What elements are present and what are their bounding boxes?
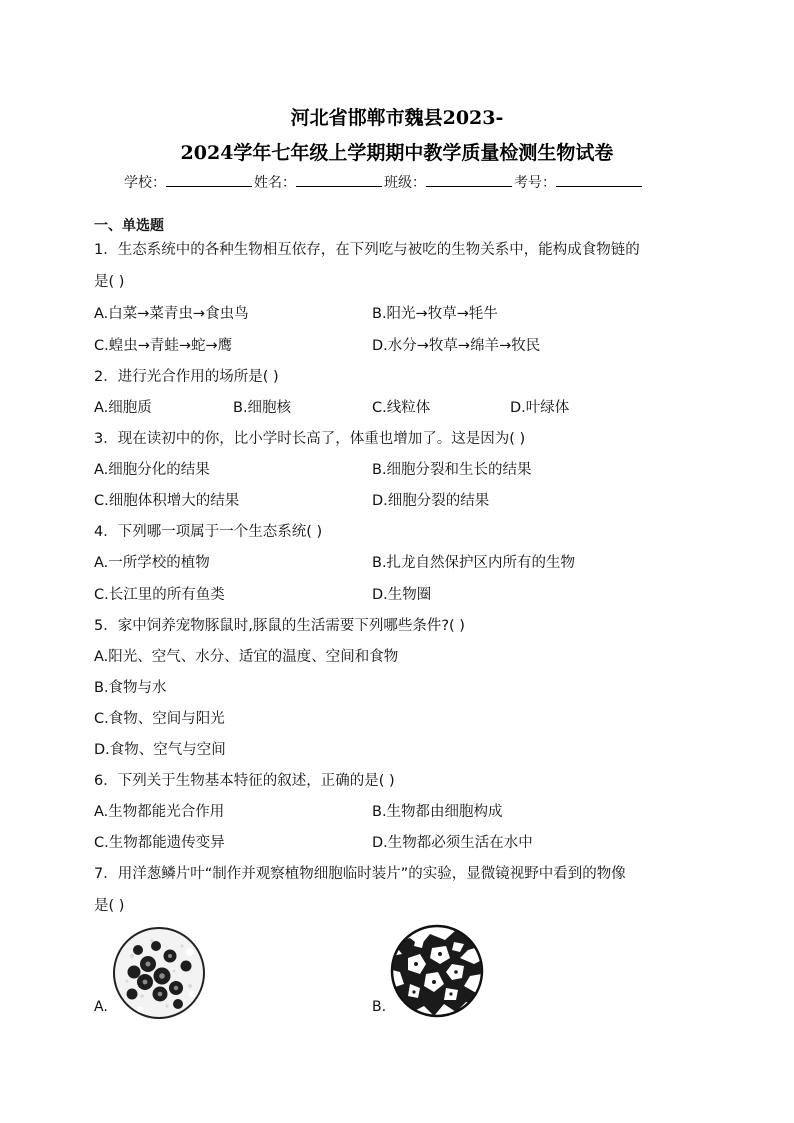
section-title: 一、单选题 (94, 218, 164, 234)
name-label: 姓名： (254, 175, 296, 191)
exam-title-line2: 2024学年七年级上学期期中教学质量检测生物试卷 (180, 142, 614, 164)
question-4-option-d: D.生物圈 (372, 587, 432, 603)
school-label: 学校： (124, 175, 166, 191)
exam-number-label: 考号： (514, 175, 556, 191)
question-2-option-d: D.叶绿体 (510, 400, 570, 416)
question-1-stem: 1．生态系统中的各种生物相互依存，在下列吃与被吃的生物关系中，能构成食物链的 (94, 242, 640, 258)
question-7-option-b: B. (372, 999, 387, 1015)
question-3-option-c: C.细胞体积增大的结果 (94, 493, 240, 509)
question-5-option-d: D.食物、空气与空间 (94, 742, 226, 758)
question-2-option-a: A.细胞质 (94, 400, 152, 416)
exam-number-blank (556, 174, 642, 187)
question-6-option-d: D.生物都必须生活在水中 (372, 835, 533, 851)
question-4-option-a: A.一所学校的植物 (94, 555, 210, 571)
question-5-option-a: A.阳光、空气、水分、适宜的温度、空间和食物 (94, 649, 399, 665)
question-6-option-a: A.生物都能光合作用 (94, 804, 225, 820)
class-blank (426, 174, 512, 187)
question-2-stem: 2．进行光合作用的场所是( ) (94, 369, 279, 385)
question-6-option-b: B.生物都由细胞构成 (372, 804, 503, 820)
question-3-stem: 3．现在读初中的你，比小学时长高了，体重也增加了。这是因为( ) (94, 431, 526, 447)
question-6-option-c: C.生物都能遗传变异 (94, 835, 225, 851)
question-1-stem-cont: 是( ) (94, 274, 125, 290)
exam-title-line1: 河北省邯郸市魏县2023- (290, 107, 504, 129)
question-2-option-c: C.线粒体 (372, 400, 431, 416)
question-5-option-b: B.食物与水 (94, 680, 167, 696)
question-3-option-d: D.细胞分裂的结果 (372, 493, 490, 509)
name-blank (296, 174, 382, 187)
question-3-option-a: A.细胞分化的结果 (94, 462, 210, 478)
question-7-stem-cont: 是( ) (94, 898, 125, 914)
question-7-stem: 7．用洋葱鳞片叶“制作并观察植物细胞临时装片”的实验，显微镜视野中看到的物像 (94, 866, 626, 882)
school-blank (166, 174, 252, 187)
micrograph-a-image (112, 926, 206, 1020)
class-label: 班级： (384, 175, 426, 191)
question-4-stem: 4．下列哪一项属于一个生态系统( ) (94, 524, 323, 540)
question-7-option-a: A. (94, 999, 108, 1015)
question-1-option-c: C.蝗虫→青蛙→蛇→鹰 (94, 338, 233, 354)
question-4-option-c: C.长江里的所有鱼类 (94, 587, 225, 603)
student-info-row (124, 172, 644, 192)
question-4-option-b: B.扎龙自然保护区内所有的生物 (372, 555, 576, 571)
question-3-option-b: B.细胞分裂和生长的结果 (372, 462, 532, 478)
question-1-option-a: A.白菜→菜青虫→食虫鸟 (94, 306, 249, 322)
question-2-option-b: B.细胞核 (233, 400, 292, 416)
micrograph-b-image (390, 924, 484, 1018)
question-1-option-d: D.水分→牧草→绵羊→牧民 (372, 338, 541, 354)
question-1-option-b: B.阳光→牧草→牦牛 (372, 306, 498, 322)
question-5-stem: 5．家中饲养宠物豚鼠时,豚鼠的生活需要下列哪些条件?( ) (94, 618, 465, 634)
question-5-option-c: C.食物、空间与阳光 (94, 711, 225, 727)
question-6-stem: 6．下列关于生物基本特征的叙述，正确的是( ) (94, 773, 395, 789)
